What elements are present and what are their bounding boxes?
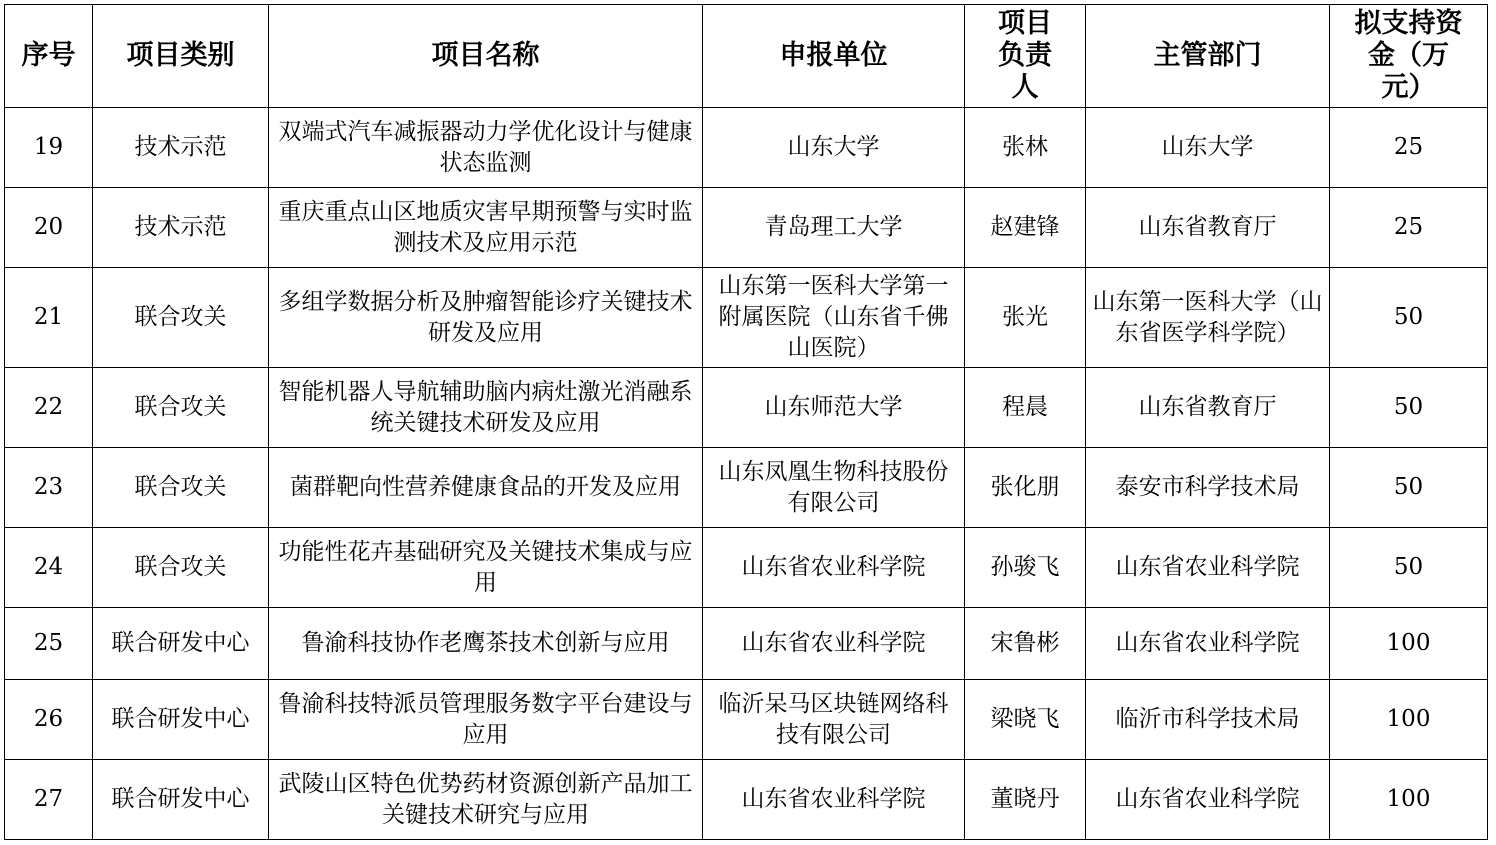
cell-leader: 赵建锋 xyxy=(965,188,1086,268)
table-row xyxy=(5,368,1488,448)
cell-funding: 50 xyxy=(1330,268,1488,368)
table-row xyxy=(5,528,1488,608)
cell-name: 鲁渝科技特派员管理服务数字平台建设与应用 xyxy=(269,680,703,760)
cell-category: 联合攻关 xyxy=(93,368,269,448)
cell-funding: 50 xyxy=(1330,528,1488,608)
cell-funding: 25 xyxy=(1330,188,1488,268)
cell-funding: 100 xyxy=(1330,760,1488,840)
header-unit: 申报单位 xyxy=(703,5,965,108)
cell-category: 技术示范 xyxy=(93,108,269,188)
cell-category: 联合研发中心 xyxy=(93,760,269,840)
cell-leader: 张林 xyxy=(965,108,1086,188)
cell-no: 26 xyxy=(5,680,93,760)
cell-dept: 山东省农业科学院 xyxy=(1086,760,1330,840)
cell-category: 联合研发中心 xyxy=(93,608,269,680)
table-row xyxy=(5,760,1488,840)
table-row xyxy=(5,108,1488,188)
cell-unit: 山东省农业科学院 xyxy=(703,528,965,608)
cell-funding: 25 xyxy=(1330,108,1488,188)
cell-category: 技术示范 xyxy=(93,188,269,268)
cell-name: 多组学数据分析及肿瘤智能诊疗关键技术研发及应用 xyxy=(269,268,703,368)
cell-dept: 山东省教育厅 xyxy=(1086,368,1330,448)
cell-no: 27 xyxy=(5,760,93,840)
cell-no: 24 xyxy=(5,528,93,608)
table-row xyxy=(5,680,1488,760)
cell-unit: 青岛理工大学 xyxy=(703,188,965,268)
table-row xyxy=(5,188,1488,268)
cell-funding: 100 xyxy=(1330,680,1488,760)
cell-unit: 山东省农业科学院 xyxy=(703,608,965,680)
cell-no: 20 xyxy=(5,188,93,268)
cell-unit: 临沂呆马区块链网络科技有限公司 xyxy=(703,680,965,760)
cell-no: 25 xyxy=(5,608,93,680)
cell-unit: 山东第一医科大学第一附属医院（山东省千佛山医院） xyxy=(703,268,965,368)
cell-leader: 董晓丹 xyxy=(965,760,1086,840)
cell-no: 19 xyxy=(5,108,93,188)
cell-name: 功能性花卉基础研究及关键技术集成与应用 xyxy=(269,528,703,608)
cell-unit: 山东省农业科学院 xyxy=(703,760,965,840)
cell-name: 鲁渝科技协作老鹰茶技术创新与应用 xyxy=(269,608,703,680)
cell-name: 武陵山区特色优势药材资源创新产品加工关键技术研究与应用 xyxy=(269,760,703,840)
cell-name: 双端式汽车减振器动力学优化设计与健康状态监测 xyxy=(269,108,703,188)
header-name: 项目名称 xyxy=(269,5,703,108)
cell-leader: 张光 xyxy=(965,268,1086,368)
cell-leader: 程晨 xyxy=(965,368,1086,448)
cell-no: 23 xyxy=(5,448,93,528)
cell-name: 菌群靶向性营养健康食品的开发及应用 xyxy=(269,448,703,528)
cell-unit: 山东大学 xyxy=(703,108,965,188)
cell-funding: 100 xyxy=(1330,608,1488,680)
cell-leader: 孙骏飞 xyxy=(965,528,1086,608)
project-table xyxy=(4,4,1488,840)
cell-leader: 梁晓飞 xyxy=(965,680,1086,760)
cell-name: 智能机器人导航辅助脑内病灶激光消融系统关键技术研发及应用 xyxy=(269,368,703,448)
table-header-row xyxy=(5,5,1488,108)
header-leader: 项目负责人 xyxy=(965,5,1086,108)
cell-no: 21 xyxy=(5,268,93,368)
cell-funding: 50 xyxy=(1330,368,1488,448)
cell-dept: 山东第一医科大学（山东省医学科学院） xyxy=(1086,268,1330,368)
cell-category: 联合攻关 xyxy=(93,528,269,608)
cell-leader: 张化朋 xyxy=(965,448,1086,528)
cell-leader: 宋鲁彬 xyxy=(965,608,1086,680)
cell-name: 重庆重点山区地质灾害早期预警与实时监测技术及应用示范 xyxy=(269,188,703,268)
header-dept: 主管部门 xyxy=(1086,5,1330,108)
table-row xyxy=(5,268,1488,368)
header-category: 项目类别 xyxy=(93,5,269,108)
cell-dept: 临沂市科学技术局 xyxy=(1086,680,1330,760)
cell-funding: 50 xyxy=(1330,448,1488,528)
cell-category: 联合攻关 xyxy=(93,448,269,528)
cell-category: 联合研发中心 xyxy=(93,680,269,760)
table-row xyxy=(5,448,1488,528)
cell-dept: 山东大学 xyxy=(1086,108,1330,188)
cell-dept: 山东省农业科学院 xyxy=(1086,608,1330,680)
cell-no: 22 xyxy=(5,368,93,448)
header-no: 序号 xyxy=(5,5,93,108)
cell-dept: 山东省教育厅 xyxy=(1086,188,1330,268)
cell-category: 联合攻关 xyxy=(93,268,269,368)
cell-unit: 山东凤凰生物科技股份有限公司 xyxy=(703,448,965,528)
table-row xyxy=(5,608,1488,680)
cell-unit: 山东师范大学 xyxy=(703,368,965,448)
cell-dept: 泰安市科学技术局 xyxy=(1086,448,1330,528)
cell-dept: 山东省农业科学院 xyxy=(1086,528,1330,608)
header-funding: 拟支持资金（万元） xyxy=(1330,5,1488,108)
